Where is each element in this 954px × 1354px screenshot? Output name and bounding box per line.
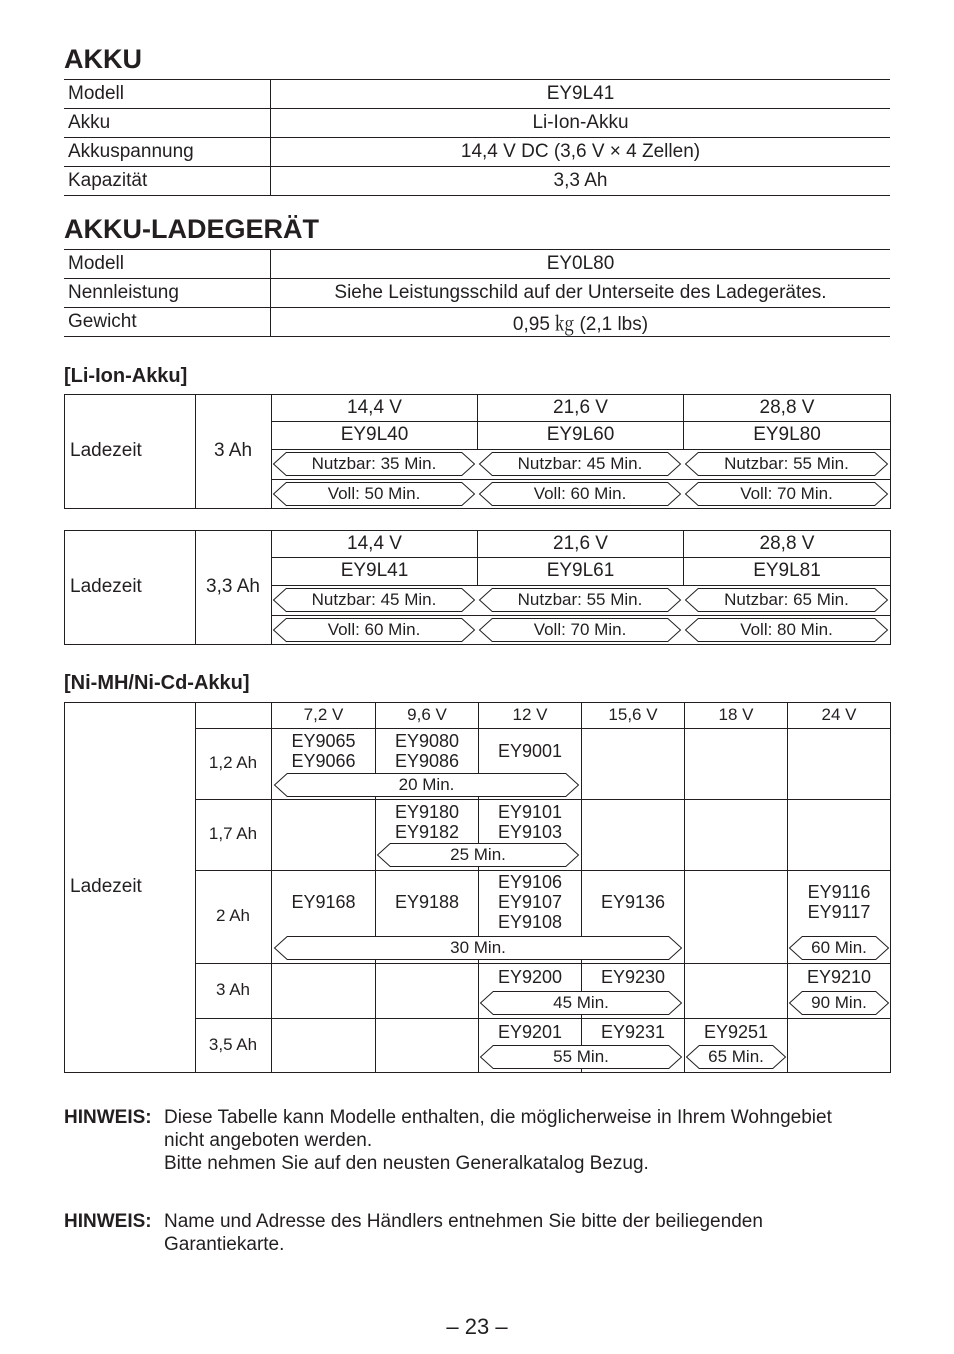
charge-time-label: 65 Min. [708,1047,764,1066]
model-cell: EY9201 [497,1022,563,1043]
double-arrow-icon [789,936,889,960]
grid-line [684,703,685,1072]
nimh-title: [Ni-MH/Ni-Cd-Akku] [64,672,250,694]
voltage-header: 14,4 V [347,532,402,554]
capacity-label: 3,5 Ah [208,1034,258,1054]
note-label: HINWEIS: [64,1211,152,1232]
charge-time-label: 20 Min. [398,775,455,794]
charge-time-label: Nutzbar: 55 Min. [517,590,643,609]
charge-time-label: Nutzbar: 45 Min. [311,590,437,609]
note-line: Name und Adresse des Händlers entnehmen Sie bitte der beiliegenden [164,1211,763,1232]
grid-line [271,585,890,586]
capacity-label: 2 Ah [215,906,251,926]
liion-table-3ah [64,394,891,509]
note-text [164,1210,904,1256]
double-arrow-icon [480,1045,682,1069]
grid-line [271,479,890,480]
charger-title: AKKU-LADEGERÄT [64,214,319,244]
charge-time-label: Nutzbar: 55 Min. [724,454,849,473]
charge-time-label: Voll: 50 Min. [327,484,421,503]
double-arrow-icon [274,936,682,960]
voltage-header: 15,6 V [608,705,658,725]
charge-time-label: Voll: 60 Min. [327,620,421,639]
nimh-table [64,702,891,1073]
table-row [64,308,890,337]
capacity-label: 3 Ah [213,440,253,462]
table-row [64,80,890,109]
model-cell: EY9230 [600,967,666,988]
double-arrow-icon [273,452,475,476]
model-cell: EY9251 [703,1022,769,1043]
voltage-header: 21,6 V [553,396,608,418]
spec-label: Gewicht [64,308,271,337]
liion-title: [Li-Ion-Akku] [64,365,188,387]
model-cell: EY9188 [394,892,460,913]
akku-spec-table [64,79,890,196]
grid-line [195,963,890,964]
spec-label: Kapazität [64,167,271,196]
charge-time-label: Voll: 70 Min. [533,620,627,639]
grid-line [195,1018,890,1019]
charge-time-label: Voll: 70 Min. [740,484,833,503]
charge-time-label: Nutzbar: 45 Min. [517,454,643,473]
model-cell: EY9106 EY9107 EY9108 [497,872,563,932]
double-arrow-icon [685,588,888,612]
model-cell: EY9065 EY9066 [291,731,356,771]
double-arrow-icon [377,843,579,867]
model-cell: EY9L41 [340,560,409,582]
charge-time-label: 30 Min. [450,938,506,957]
spec-value: 0,95 ㎏ (2,1 lbs) [271,308,891,337]
spec-label: Akku [64,109,271,138]
note-line: Bitte nehmen Sie auf den neusten Generalkatalog Bezug. [164,1153,649,1174]
grid-line [271,615,890,616]
capacity-label: 3,3 Ah [206,576,260,598]
spec-label: Nennleistung [64,279,271,308]
double-arrow-icon [273,588,475,612]
charge-time-label: 55 Min. [553,1047,609,1066]
double-arrow-icon [479,482,681,506]
voltage-header: 28,8 V [759,396,815,418]
charge-time-label: Voll: 60 Min. [533,484,627,503]
spec-value: 14,4 V DC (3,6 V × 4 Zellen) [271,138,891,167]
table-row [64,109,890,138]
charger-spec-table [64,249,890,337]
double-arrow-icon [479,588,681,612]
table-row [64,138,890,167]
spec-value: EY9L41 [271,80,891,109]
capacity-label: 3 Ah [215,980,251,1000]
table-row [64,279,890,308]
voltage-header: 14,4 V [347,396,402,418]
model-cell: EY9L61 [546,560,615,582]
double-arrow-icon [273,482,475,506]
voltage-header: 18 V [718,705,754,725]
double-arrow-icon [789,991,889,1015]
spec-value: 3,3 Ah [271,167,891,196]
double-arrow-icon [685,482,888,506]
voltage-header: 28,8 V [759,532,815,554]
note-label: HINWEIS: [64,1107,152,1128]
charge-time-label: 25 Min. [450,845,506,864]
charge-time-label: 90 Min. [811,993,867,1012]
double-arrow-icon [685,452,888,476]
model-cell: EY9210 [806,967,872,988]
charge-time-label: 60 Min. [811,938,867,957]
double-arrow-icon [479,452,681,476]
note-text [164,1106,904,1175]
table-row [64,167,890,196]
spec-value: EY0L80 [271,250,891,279]
model-cell: EY9080 EY9086 [394,731,460,771]
model-cell: EY9231 [600,1022,666,1043]
spec-label: Modell [64,80,271,109]
model-cell: EY9L80 [753,424,821,446]
double-arrow-icon [686,1045,786,1069]
charge-time-label: Nutzbar: 35 Min. [311,454,437,473]
capacity-label: 1,2 Ah [208,753,258,773]
model-cell: EY9001 [497,741,563,762]
model-cell: EY9136 [600,892,666,913]
note-line: Diese Tabelle kann Modelle enthalten, die möglicherweise in Ihrem Wohngebiet [164,1107,832,1128]
charge-time-label: Voll: 80 Min. [740,620,833,639]
double-arrow-icon [479,618,681,642]
double-arrow-icon [274,773,579,797]
double-arrow-icon [480,991,682,1015]
page-number: – 23 – [446,1314,508,1339]
row-label: Ladezeit [70,576,142,598]
spec-value: Li-Ion-Akku [271,109,891,138]
voltage-header: 24 V [821,705,857,725]
model-cell: EY9L40 [340,424,409,446]
akku-title: AKKU [64,44,142,74]
spec-value: Siehe Leistungsschild auf der Unterseite des Ladegerätes. [271,279,891,308]
voltage-header: 12 V [512,705,548,725]
model-cell: EY9180 EY9182 [394,802,460,842]
model-cell: EY9200 [497,967,563,988]
charge-time-label: Nutzbar: 65 Min. [724,590,849,609]
spec-label: Modell [64,250,271,279]
liion-table-33ah [64,530,891,645]
row-label: Ladezeit [70,440,142,462]
note-line: nicht angeboten werden. [164,1130,373,1151]
model-cell: EY9116 EY9117 [807,882,871,922]
grid-line [271,449,890,450]
model-cell: EY9101 EY9103 [497,802,563,842]
spec-label: Akkuspannung [64,138,271,167]
voltage-header: 21,6 V [553,532,608,554]
table-row [64,250,890,279]
voltage-header: 9,6 V [407,705,447,725]
row-label: Ladezeit [70,876,142,898]
charge-time-label: 45 Min. [553,993,609,1012]
note-line: Garantiekarte. [164,1234,285,1255]
capacity-label: 1,7 Ah [208,824,258,844]
model-cell: EY9L81 [753,560,821,582]
double-arrow-icon [685,618,888,642]
model-cell: EY9168 [291,892,356,913]
model-cell: EY9L60 [546,424,615,446]
double-arrow-icon [273,618,475,642]
voltage-header: 7,2 V [303,705,344,725]
